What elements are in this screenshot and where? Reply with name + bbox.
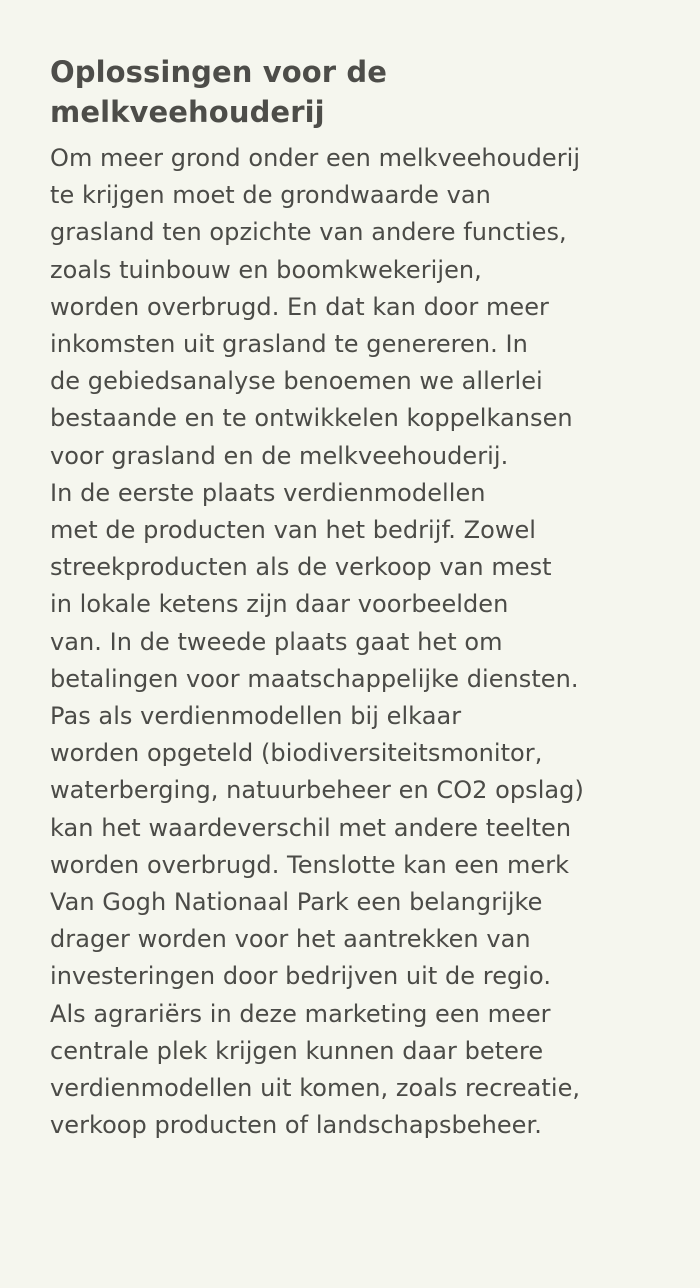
body-line: inkomsten uit grasland te genereren. In	[50, 330, 528, 359]
body-line: verdienmodellen uit komen, zoals recreatie,	[50, 1074, 581, 1103]
body-line: met de producten van het bedrijf. Zowel	[50, 516, 537, 545]
article-title-line: melkveehouderij	[50, 95, 325, 129]
body-line: streekproducten als de verkoop van mest	[50, 553, 552, 582]
article	[50, 52, 660, 1144]
body-line: in lokale ketens zijn daar voorbeelden	[50, 590, 509, 619]
body-line: drager worden voor het aantrekken van	[50, 925, 531, 954]
body-line: Om meer grond onder een melkveehouderij	[50, 144, 581, 172]
body-line: worden overbrugd. En dat kan door meer	[50, 292, 549, 321]
body-line: centrale plek krijgen kunnen daar betere	[50, 1036, 544, 1065]
body-line: bestaande en te ontwikkelen koppelkansen	[50, 404, 573, 433]
article-body	[50, 140, 660, 1144]
body-line: worden opgeteld (biodiversiteitsmonitor,	[50, 739, 543, 768]
body-line: Als agrariërs in deze marketing een meer	[50, 999, 551, 1028]
body-line: van. In de tweede plaats gaat het om	[50, 627, 503, 656]
body-line: zoals tuinbouw en boomkwekerijen,	[50, 255, 482, 284]
body-line: betalingen voor maatschappelijke diensten.	[50, 664, 579, 693]
body-line: voor grasland en de melkveehouderij.	[50, 441, 509, 470]
body-line: worden overbrugd. Tenslotte kan een merk	[50, 850, 570, 879]
body-line: de gebiedsanalyse benoemen we allerlei	[50, 367, 543, 396]
body-line: In de eerste plaats verdienmodellen	[50, 478, 486, 507]
body-line: waterberging, natuurbeheer en CO2 opslag)	[50, 776, 584, 805]
body-line: Van Gogh Nationaal Park een belangrijke	[50, 888, 543, 917]
body-line: investeringen door bedrijven uit de regio.	[50, 962, 552, 991]
body-line: grasland ten opzichte van andere functies,	[50, 218, 567, 247]
article-title-line: Oplossingen voor de	[50, 55, 388, 89]
body-line: te krijgen moet de grondwaarde van	[50, 181, 491, 210]
body-line: kan het waardeverschil met andere teelten	[50, 813, 572, 842]
body-line: Pas als verdienmodellen bij elkaar	[50, 702, 462, 731]
body-line: verkoop producten of landschapsbeheer.	[50, 1111, 542, 1140]
article-title	[50, 52, 660, 132]
